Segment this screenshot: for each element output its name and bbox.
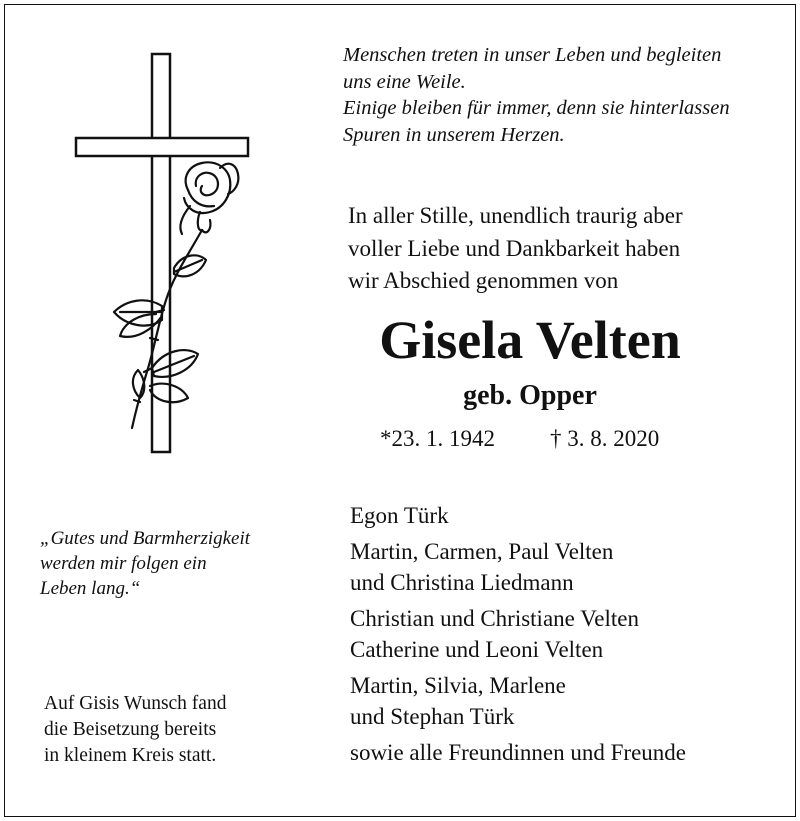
birth-date: *23. 1. 1942 bbox=[380, 426, 495, 451]
mourner-line: Martin, Silvia, Marlene bbox=[350, 672, 566, 698]
quote-line: Einige bleiben für immer, denn sie hinterlassen bbox=[343, 97, 730, 119]
mourner-line: Christian und Christiane Velten bbox=[350, 605, 639, 631]
quote-line: Menschen treten in unser Leben und begleiten bbox=[343, 44, 722, 66]
mourner-line: sowie alle Freundinnen und Freunde bbox=[350, 739, 686, 765]
psalm-line: „Gutes und Barmherzigkeit bbox=[40, 528, 251, 549]
intro-line: voller Liebe und Dankbarkeit haben bbox=[348, 235, 681, 261]
mourner-group bbox=[350, 737, 790, 769]
mourner-group bbox=[350, 670, 790, 733]
opening-quote bbox=[343, 42, 783, 148]
quote-line: uns eine Weile. bbox=[343, 70, 466, 93]
deceased-name: Gisela Velten bbox=[379, 310, 681, 370]
quote-line: Spuren in unserem Herzen. bbox=[343, 123, 565, 146]
mourner-line: Egon Türk bbox=[350, 503, 449, 528]
mourner-line: und Christina Liedmann bbox=[350, 570, 574, 595]
mourner-line: und Stephan Türk bbox=[350, 704, 515, 729]
intro-line: In aller Stille, unendlich traurig aber bbox=[348, 203, 683, 228]
mourner-group bbox=[350, 536, 790, 599]
burial-note bbox=[44, 691, 334, 769]
note-line: die Beisetzung bereits bbox=[44, 719, 217, 740]
psalm-line: Leben lang.“ bbox=[40, 578, 141, 599]
psalm-quote bbox=[40, 526, 330, 601]
mourner-line: Catherine und Leoni Velten bbox=[350, 637, 604, 662]
psalm-line: werden mir folgen ein bbox=[40, 553, 207, 574]
note-line: Auf Gisis Wunsch fand bbox=[44, 693, 227, 714]
cross-with-rose-icon bbox=[70, 50, 260, 455]
mourner-group bbox=[350, 603, 790, 666]
mourner-group bbox=[350, 500, 790, 532]
note-line: in kleinem Kreis statt. bbox=[44, 745, 217, 766]
intro-line: wir Abschied genommen von bbox=[348, 268, 619, 293]
maiden-name: geb. Opper bbox=[463, 380, 597, 411]
death-date: † 3. 8. 2020 bbox=[550, 426, 660, 451]
life-dates bbox=[380, 423, 710, 455]
mourners-list bbox=[350, 500, 790, 772]
mourner-line: Martin, Carmen, Paul Velten bbox=[350, 538, 614, 564]
intro-text bbox=[348, 200, 788, 298]
